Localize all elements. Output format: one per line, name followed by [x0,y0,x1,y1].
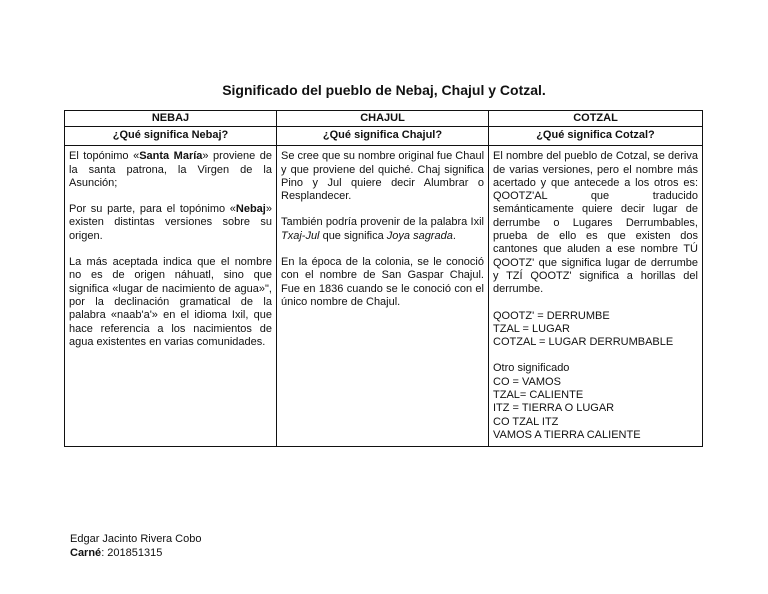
text-span: . [452,229,456,242]
page-title: Significado del pueblo de Nebaj, Chajul y Cotzal. [222,82,546,98]
text-span: Por su parte, para el topónimo « [69,203,236,216]
bold-term: Santa María [139,150,203,163]
text-span: que significa [319,229,387,242]
cotzal-definitions [493,310,698,350]
carne-line [70,546,201,560]
nebaj-paragraph-2 [69,203,272,243]
content-row [65,146,703,447]
question-cotzal: ¿Qué significa Cotzal? [489,127,703,146]
cotzal-cell [489,146,703,447]
question-row [65,127,703,146]
other-line: Otro significado [493,362,570,375]
definition-line: TZAL = LUGAR [493,322,570,335]
author-block [70,532,201,560]
chajul-paragraph-3: En la época de la colonia, se le conoció con el nombre de San Gaspar Chajul. Fue en 1836 cuando se le conoció con el único nombre de Chajul. [281,256,484,308]
definition-line: QOOTZ' = DERRUMBE [493,309,610,322]
cotzal-other-meaning [493,362,698,442]
text-span: También podría provenir de la palabra Ixil [281,216,484,229]
cotzal-paragraph-1: El nombre del pueblo de Cotzal, se deriva de varias versiones, pero el nombre más acertado y que antecede a los otros es: QOOTZ'AL que traducido semánticamente quiere decir lugar de derrumbe o Lugares Derrumbables, prueba de ello es que existen dos cantones que aluden a ese nombre TÚ QOOTZ' que significa lugar de derrumbe y TZÍ QOOTZ' significa a horillas del derrumbe. [493,150,698,296]
italic-term: Txaj-Jul [281,229,320,242]
text-span: » proviene de la santa patrona, la Virgen de la Asunción; [69,150,272,189]
other-line: VAMOS A TIERRA CALIENTE [493,428,641,441]
nebaj-paragraph-1 [69,150,272,190]
chajul-paragraph-1: Se cree que su nombre original fue Chaul y que proviene del quiché. Chaj significa Pino y Jul quiere decir Alumbrar o Resplandecer. [281,150,485,203]
nebaj-paragraph-3: La más aceptada indica que el nombre no es de origen náhuatl, sino que significa «lugar de nacimiento de agua»", por la declinación gramatical de la palabra «naab'a'» en el idioma Ixil, que hace referencia a los nacimientos de agua existentes en varias comunidades. [69,256,272,348]
column-header-chajul: CHAJUL [277,111,489,127]
other-line: CO = VAMOS [493,375,561,388]
author-name: Edgar Jacinto Rivera Cobo [70,533,202,545]
carne-value: : 201851315 [101,547,163,559]
other-line: TZAL= CALIENTE [493,389,584,402]
header-row [65,111,703,127]
bold-term: Nebaj [235,203,266,216]
nebaj-cell [65,146,277,447]
chajul-paragraph-2 [281,216,484,243]
other-line: ITZ = TIERRA O LUGAR [493,402,615,415]
question-chajul: ¿Qué significa Chajul? [277,127,489,146]
text-span: El topónimo « [69,150,140,163]
meaning-table [64,110,703,447]
italic-term: Joya sagrada [386,229,453,242]
carne-label: Carné [70,547,102,559]
question-nebaj: ¿Qué significa Nebaj? [65,127,277,146]
column-header-nebaj: NEBAJ [65,111,277,127]
definition-line: COTZAL = LUGAR DERRUMBABLE [493,336,674,349]
chajul-cell [277,146,489,447]
text-span: » existen distintas versiones sobre su origen. [69,203,272,242]
column-header-cotzal: COTZAL [489,111,703,127]
other-line: CO TZAL ITZ [493,415,559,428]
